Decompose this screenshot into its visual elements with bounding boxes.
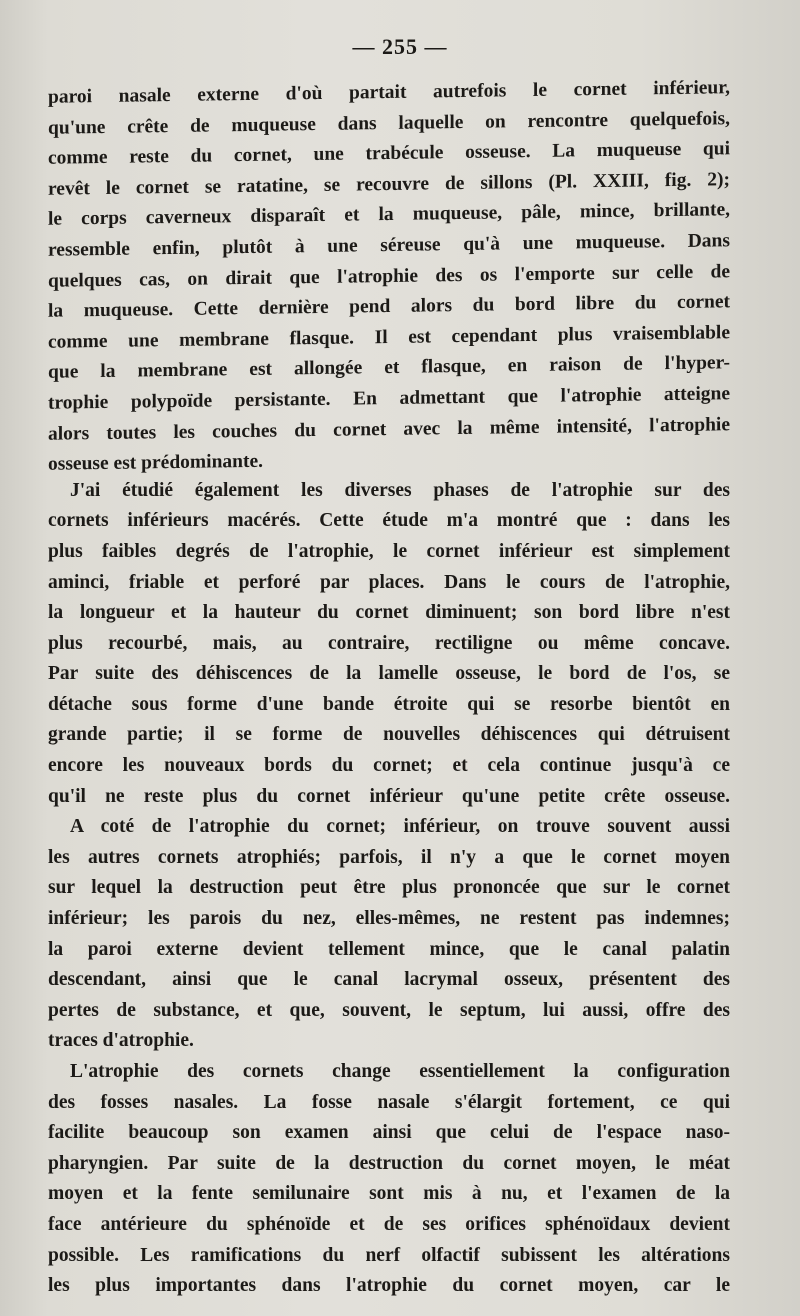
body-text	[48, 78, 730, 1302]
text-line: plus faibles degrés de l'atrophie, le cornet inférieur est simplement	[48, 540, 730, 562]
text-line: cornets inférieurs macérés. Cette étude m'a montré que : dans les	[48, 510, 730, 532]
page-number: — 255 —	[352, 34, 448, 59]
text-line: la muqueuse. Cette dernière pend alors du bord libre du cornet	[48, 291, 730, 322]
text-line: les autres cornets atrophiés; parfois, il n'y a que le cornet moyen	[48, 846, 730, 868]
text-line: alors toutes les couches du cornet avec la même intensité, l'atrophie	[48, 413, 730, 445]
text-line: le corps caverneux disparaît et la muqueuse, pâle, mince, brillante,	[48, 199, 730, 231]
paragraph-4	[48, 1057, 730, 1302]
text-line: des fosses nasales. La fosse nasale s'élargit fortement, ce qui	[48, 1091, 730, 1113]
text-line: moyen et la fente semilunaire sont mis à nu, et l'examen de la	[48, 1183, 730, 1205]
text-line: grande partie; il se forme de nouvelles déhiscences qui détruisent	[48, 724, 730, 746]
text-line: la paroi externe devient tellement mince, que le canal palatin	[48, 938, 730, 960]
text-line: sur lequel la destruction peut être plus prononcée que sur le cornet	[48, 877, 730, 899]
paragraph-2	[48, 476, 730, 813]
text-line: détache sous forme d'une bande étroite qui se resorbe bientôt en	[48, 693, 730, 715]
text-line: la longueur et la hauteur du cornet diminuent; son bord libre n'est	[48, 602, 730, 624]
text-line: face antérieure du sphénoïde et de ses orifices sphénoïdaux devient	[48, 1213, 730, 1235]
text-line: descendant, ainsi que le canal lacrymal osseux, présentent des	[48, 969, 730, 991]
text-line: osseuse est prédominante.	[48, 450, 264, 475]
text-line: comme reste du cornet, une trabécule osseuse. La muqueuse qui	[48, 138, 730, 169]
text-line: L'atrophie des cornets change essentiellement la configuration	[70, 1061, 730, 1082]
text-line: revêt le cornet se ratatine, se recouvre de sillons (Pl. XXIII, fig. 2);	[48, 169, 730, 200]
text-line: pharyngien. Par suite de la destruction du cornet moyen, le méat	[48, 1152, 730, 1174]
text-line: pertes de substance, et que, souvent, le septum, lui aussi, offre des	[48, 999, 730, 1021]
text-line: ressemble enfin, plutôt à une séreuse qu'à une muqueuse. Dans	[48, 230, 730, 261]
text-line: comme une membrane flasque. Il est cependant plus vraisemblable	[48, 321, 730, 353]
paragraph-1	[48, 78, 730, 476]
text-line: quelques cas, on dirait que l'atrophie des os l'emporte sur celle de	[48, 260, 730, 292]
text-line: qu'il ne reste plus du cornet inférieur qu'une petite crête osseuse.	[48, 785, 730, 807]
paragraph-3	[48, 812, 730, 1057]
text-line: que la membrane est allongée et flasque, en raison de l'hyper-	[48, 352, 730, 384]
text-line: facilite beaucoup son examen ainsi que celui de l'espace naso-	[48, 1122, 730, 1144]
text-line: possible. Les ramifications du nerf olfactif subissent les altérations	[48, 1244, 730, 1266]
text-line: aminci, friable et perforé par places. Dans le cours de l'atrophie,	[48, 571, 730, 593]
text-line: trophie polypoïde persistante. En admettant que l'atrophie atteigne	[48, 383, 730, 414]
text-line: A coté de l'atrophie du cornet; inférieur, on trouve souvent aussi	[70, 816, 730, 838]
text-line: qu'une crête de muqueuse dans laquelle on rencontre quelquefois,	[48, 107, 730, 139]
text-line: traces d'atrophie.	[48, 1030, 194, 1052]
text-line: plus recourbé, mais, au contraire, rectiligne ou même concave.	[48, 632, 730, 654]
text-line: paroi nasale externe d'où partait autrefois le cornet inférieur,	[48, 77, 730, 108]
text-line: encore les nouveaux bords du cornet; et cela continue jusqu'à ce	[48, 755, 730, 777]
text-line: Par suite des déhiscences de la lamelle osseuse, le bord de l'os, se	[48, 663, 730, 685]
text-line: J'ai étudié également les diverses phases de l'atrophie sur des	[70, 479, 730, 501]
text-line: les plus importantes dans l'atrophie du cornet moyen, car le	[48, 1275, 730, 1297]
text-line: inférieur; les parois du nez, elles-mêmes, ne restent pas indemnes;	[48, 908, 730, 930]
